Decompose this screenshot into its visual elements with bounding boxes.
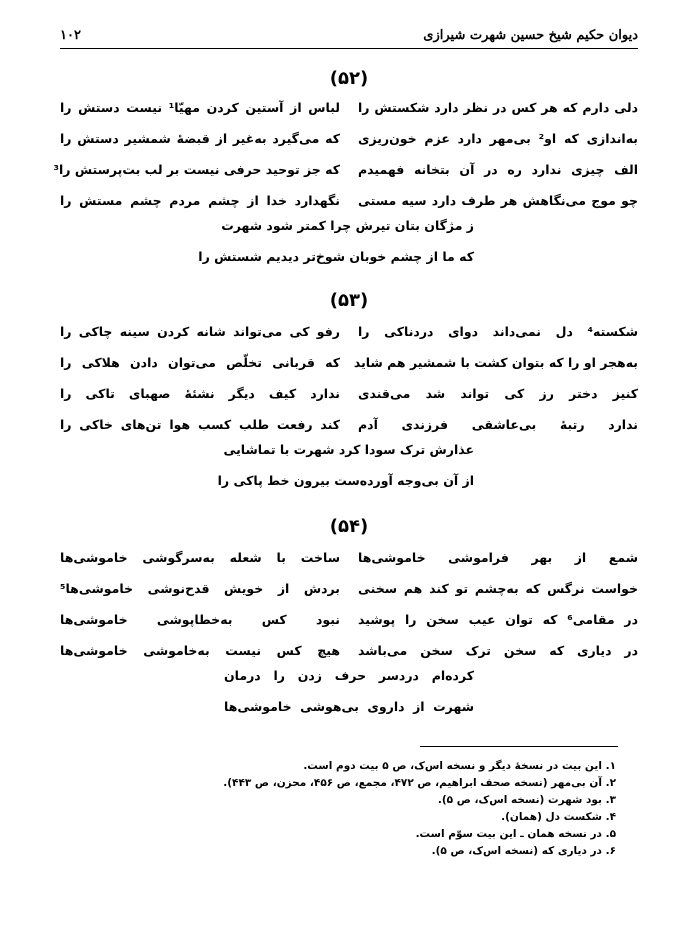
closing-couplet <box>0 442 698 468</box>
hemistich-second: ساخت با شعله به‌سرگوشی خاموشی‌ها <box>60 549 340 565</box>
couplet <box>60 349 638 375</box>
hemistich-second: که قربانی تخلّص می‌توان دادن هلاکی را <box>60 354 340 370</box>
hemistich-second: نگهدارد خدا از چشم مردم چشم مستش را <box>60 192 340 208</box>
footnote: ۲. آن بی‌مهر (نسخه صحف ابراهیم، ص ۴۷۲، مجمع، ص ۴۵۶، محزن، ص ۴۴۳). <box>223 777 616 789</box>
couplet <box>60 544 638 570</box>
hemistich-first: کنیز دختر رز کی تواند شد می‌قندی <box>358 385 638 401</box>
couplet <box>60 380 638 406</box>
hemistich-second: نبود کس به‌خطاپوشی خاموشی‌ها <box>60 611 340 627</box>
footnote: ۳. بود شهرت (نسخه اس‌ک، ص ۵). <box>437 794 616 806</box>
couplet <box>60 575 638 601</box>
closing-line: شهرت از داروی بی‌هوشی خاموشی‌ها <box>224 699 474 714</box>
couplet <box>53 156 638 182</box>
hemistich-second: ندارد کیف دیگر نشئهٔ صهبای تاکی را <box>60 385 340 401</box>
hemistich-first: به‌هجر او را که بتوان کشت با شمشیر هم شاید <box>353 354 638 370</box>
hemistich-first: خواست نرگس که به‌چشم تو کند هم سخنی <box>358 580 638 596</box>
footnote: ۱. این بیت در نسخهٔ دیگر و نسخه اس‌ک، ص ۵ بیت دوم است. <box>303 760 616 772</box>
couplet <box>60 637 638 663</box>
footnote: ۴. شکست دل (همان). <box>501 811 616 823</box>
hemistich-first: در دیاری که سخن ترک سخن می‌باشد <box>358 642 638 658</box>
hemistich-first: دلی دارم که هر کس در نظر دارد شکستش را <box>358 99 638 115</box>
hemistich-second: لباس از آستین کردن مهیّا¹ نیست دستش را <box>60 99 341 115</box>
closing-line: ز مژگان بتان تیرش چرا کمتر شود شهرت <box>221 218 474 233</box>
hemistich-first: شکسته⁴ دل نمی‌داند دوای دردناکی را <box>358 323 638 339</box>
footnote: ۶. در دیاری که (نسخه اس‌ک، ص ۵). <box>431 845 616 857</box>
hemistich-first: شمع از بهر فراموشی خاموشی‌ها <box>358 549 638 565</box>
closing-couplet <box>0 249 698 275</box>
couplet <box>60 411 638 437</box>
hemistich-second: هیچ کس نیست به‌خاموشی خاموشی‌ها <box>60 642 340 658</box>
closing-couplet <box>0 218 698 244</box>
closing-couplet <box>0 699 698 725</box>
hemistich-first: الف چیزی ندارد ره در آن بتخانه فهمیدم <box>358 161 638 177</box>
hemistich-second: که می‌گیرد به‌غیر از قبضهٔ شمشیر دستش را <box>60 130 340 146</box>
poem-number: (۵۴) <box>329 516 369 537</box>
page-header <box>60 22 638 49</box>
hemistich-second: بردش از خویش قدح‌نوشی خاموشی‌ها⁵ <box>60 580 340 596</box>
closing-line: کرده‌ام دردسر حرف زدن را درمان <box>224 668 474 683</box>
hemistich-second: کند رفعت طلب کسب هوا تن‌های خاکی را <box>60 416 340 432</box>
footnote-divider <box>420 746 618 747</box>
page-number: ۱۰۲ <box>60 27 81 43</box>
book-title: دیوان حکیم شیخ حسین شهرت شیرازی <box>423 27 638 43</box>
couplet <box>60 318 638 344</box>
closing-couplet <box>0 668 698 694</box>
hemistich-first: به‌اندازی که او² بی‌مهر دارد عزم خون‌ریزی <box>358 130 638 146</box>
couplet <box>60 94 638 120</box>
hemistich-second: که جز توحید حرفی نیست بر لب بت‌پرستش را³ <box>53 161 340 177</box>
footnotes <box>96 758 616 860</box>
couplet <box>60 125 638 151</box>
closing-couplet <box>0 473 698 499</box>
couplet <box>60 187 638 213</box>
closing-line: از آن بی‌وجه آورده‌ست بیرون خط پاکی را <box>217 473 474 488</box>
hemistich-first: چو موج می‌نگاهش هر طرف دارد سیه مستی <box>358 192 638 208</box>
closing-line: عذارش ترک سودا کرد شهرت با تماشایی <box>223 442 474 457</box>
hemistich-first: ندارد رتبهٔ بی‌عاشقی فرزندی آدم <box>358 416 638 432</box>
hemistich-first: در مقامی⁶ که توان عیب سخن را پوشید <box>358 611 639 627</box>
closing-line: که ما از چشم خوبان شوخ‌تر دیدیم شستش را <box>198 249 474 264</box>
poem-number: (۵۲) <box>329 68 369 89</box>
hemistich-second: رفو کی می‌تواند شانه کردن سینه چاکی را <box>60 323 340 339</box>
footnote: ۵. در نسخه همان ـ این بیت سوّم است. <box>415 828 616 840</box>
couplet <box>60 606 638 632</box>
poem-number: (۵۳) <box>329 290 369 311</box>
